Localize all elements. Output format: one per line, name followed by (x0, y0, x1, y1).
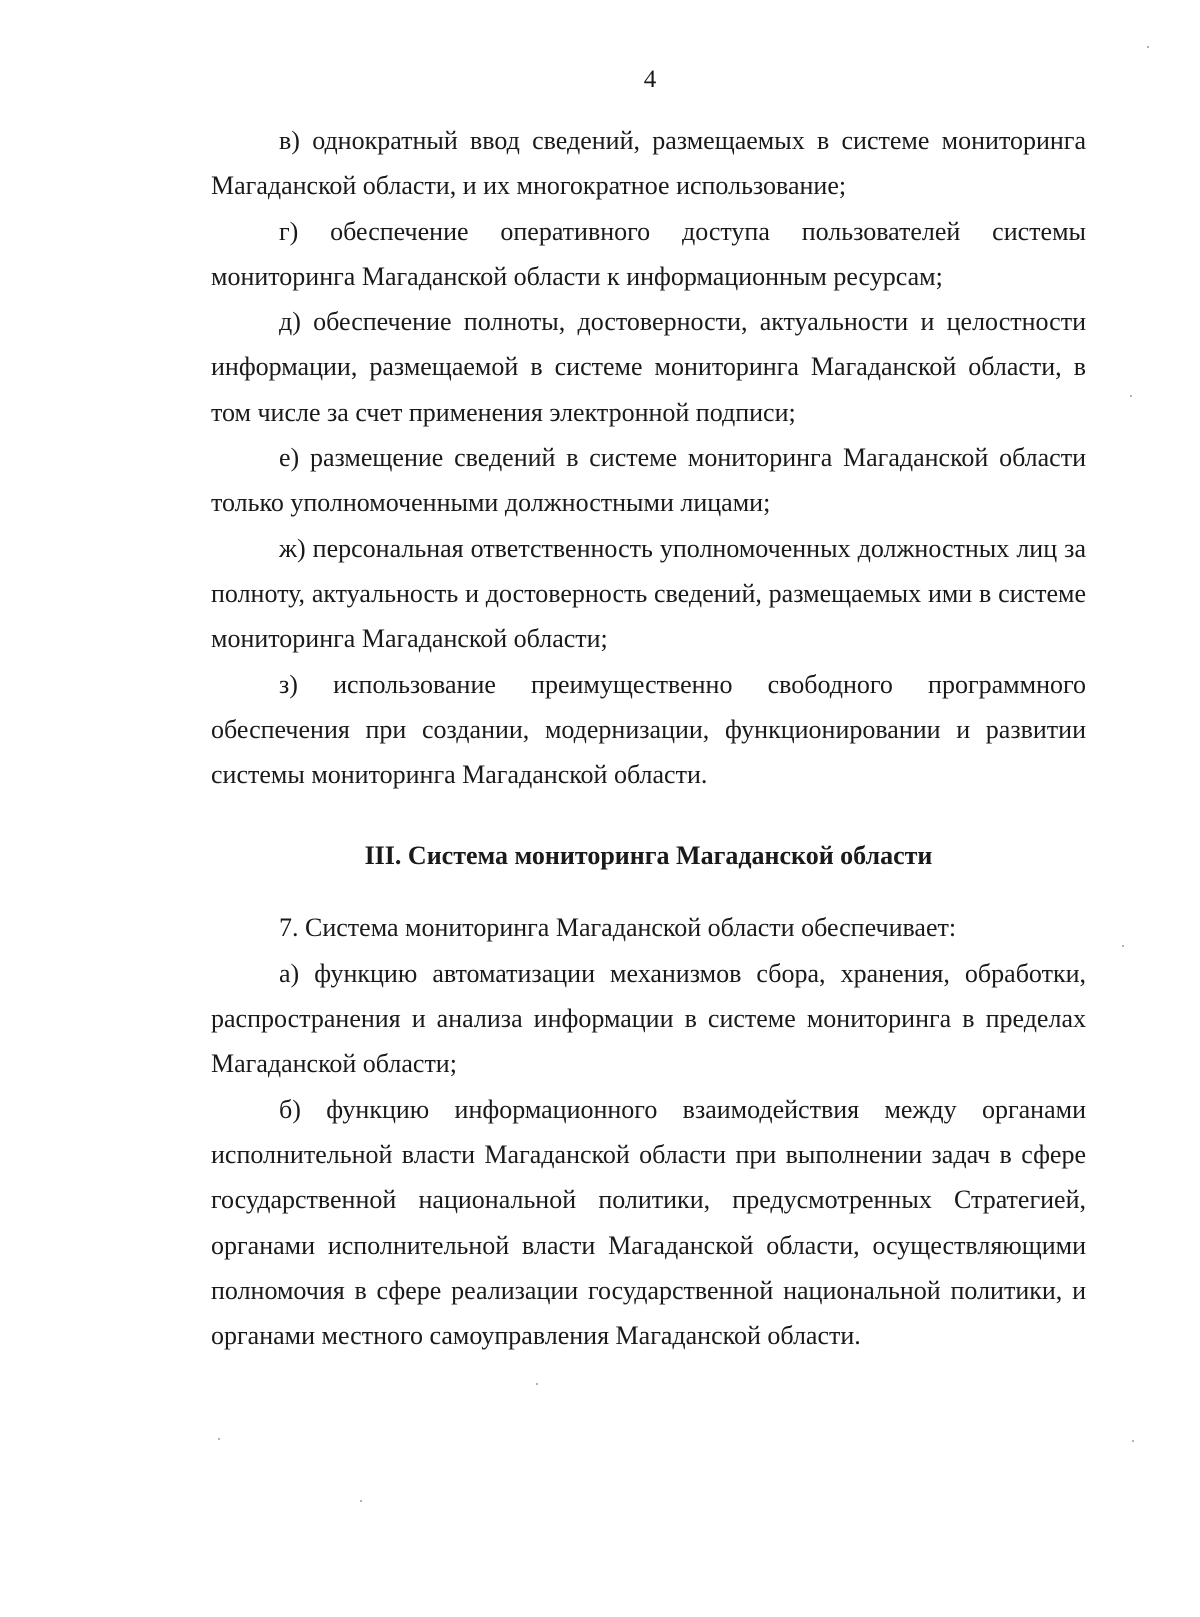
scan-speck (1122, 945, 1124, 947)
scan-speck (218, 1438, 220, 1440)
scan-speck (536, 1383, 538, 1385)
list-item-g: г) обеспечение оперативного доступа пользователей системы мониторинга Магаданской области к информационным ресурсам; (211, 216, 1086, 291)
scan-speck (360, 1500, 362, 1502)
clause-7-intro: 7. Система мониторинга Магаданской области обеспечивает: (279, 913, 957, 943)
list-item-d: д) обеспечение полноты, достоверности, актуальности и целостности информации, размещаемой в системе мониторинга Магаданской области, в том числе за счет применения электронной подписи; (211, 307, 1086, 427)
list-item-v: в) однократный ввод сведений, размещаемых в системе мониторинга Магаданской области, и их многократное использование; (211, 126, 1086, 201)
list-item-zh: ж) персональная ответственность уполномоченных должностных лиц за полноту, актуальность и достоверность сведений, размещаемых ими в системе мониторинга Магаданской области; (211, 533, 1086, 654)
list-item-z: з) использование преимущественно свободного программного обеспечения при создании, модернизации, функционировании и развитии системы мониторинга Магаданской области. (211, 669, 1086, 790)
scan-speck (1132, 1440, 1134, 1442)
list-item-e: е) размещение сведений в системе мониторинга Магаданской области только уполномоченными должностными лицами; (211, 443, 1086, 518)
document-body (211, 118, 1086, 1358)
list-item-b: б) функцию информационного взаимодействия между органами исполнительной власти Магаданской области при выполнении задач в сфере государственной национальной политики, предусмотренных Стратегией, органами исполнительной власти Магаданской области, осуществляющими полномочия в сфере реализации государственной национальной политики, и органами местного самоуправления Магаданской области. (211, 1094, 1086, 1351)
section-heading: III. Система мониторинга Магаданской области (364, 841, 933, 871)
scan-speck (1130, 395, 1132, 397)
scan-speck (1147, 46, 1149, 48)
list-item-a: а) функцию автоматизации механизмов сбора, хранения, обработки, распространения и анализа информации в системе мониторинга в пределах Магаданской области; (211, 958, 1086, 1079)
page-number: 4 (643, 66, 657, 93)
